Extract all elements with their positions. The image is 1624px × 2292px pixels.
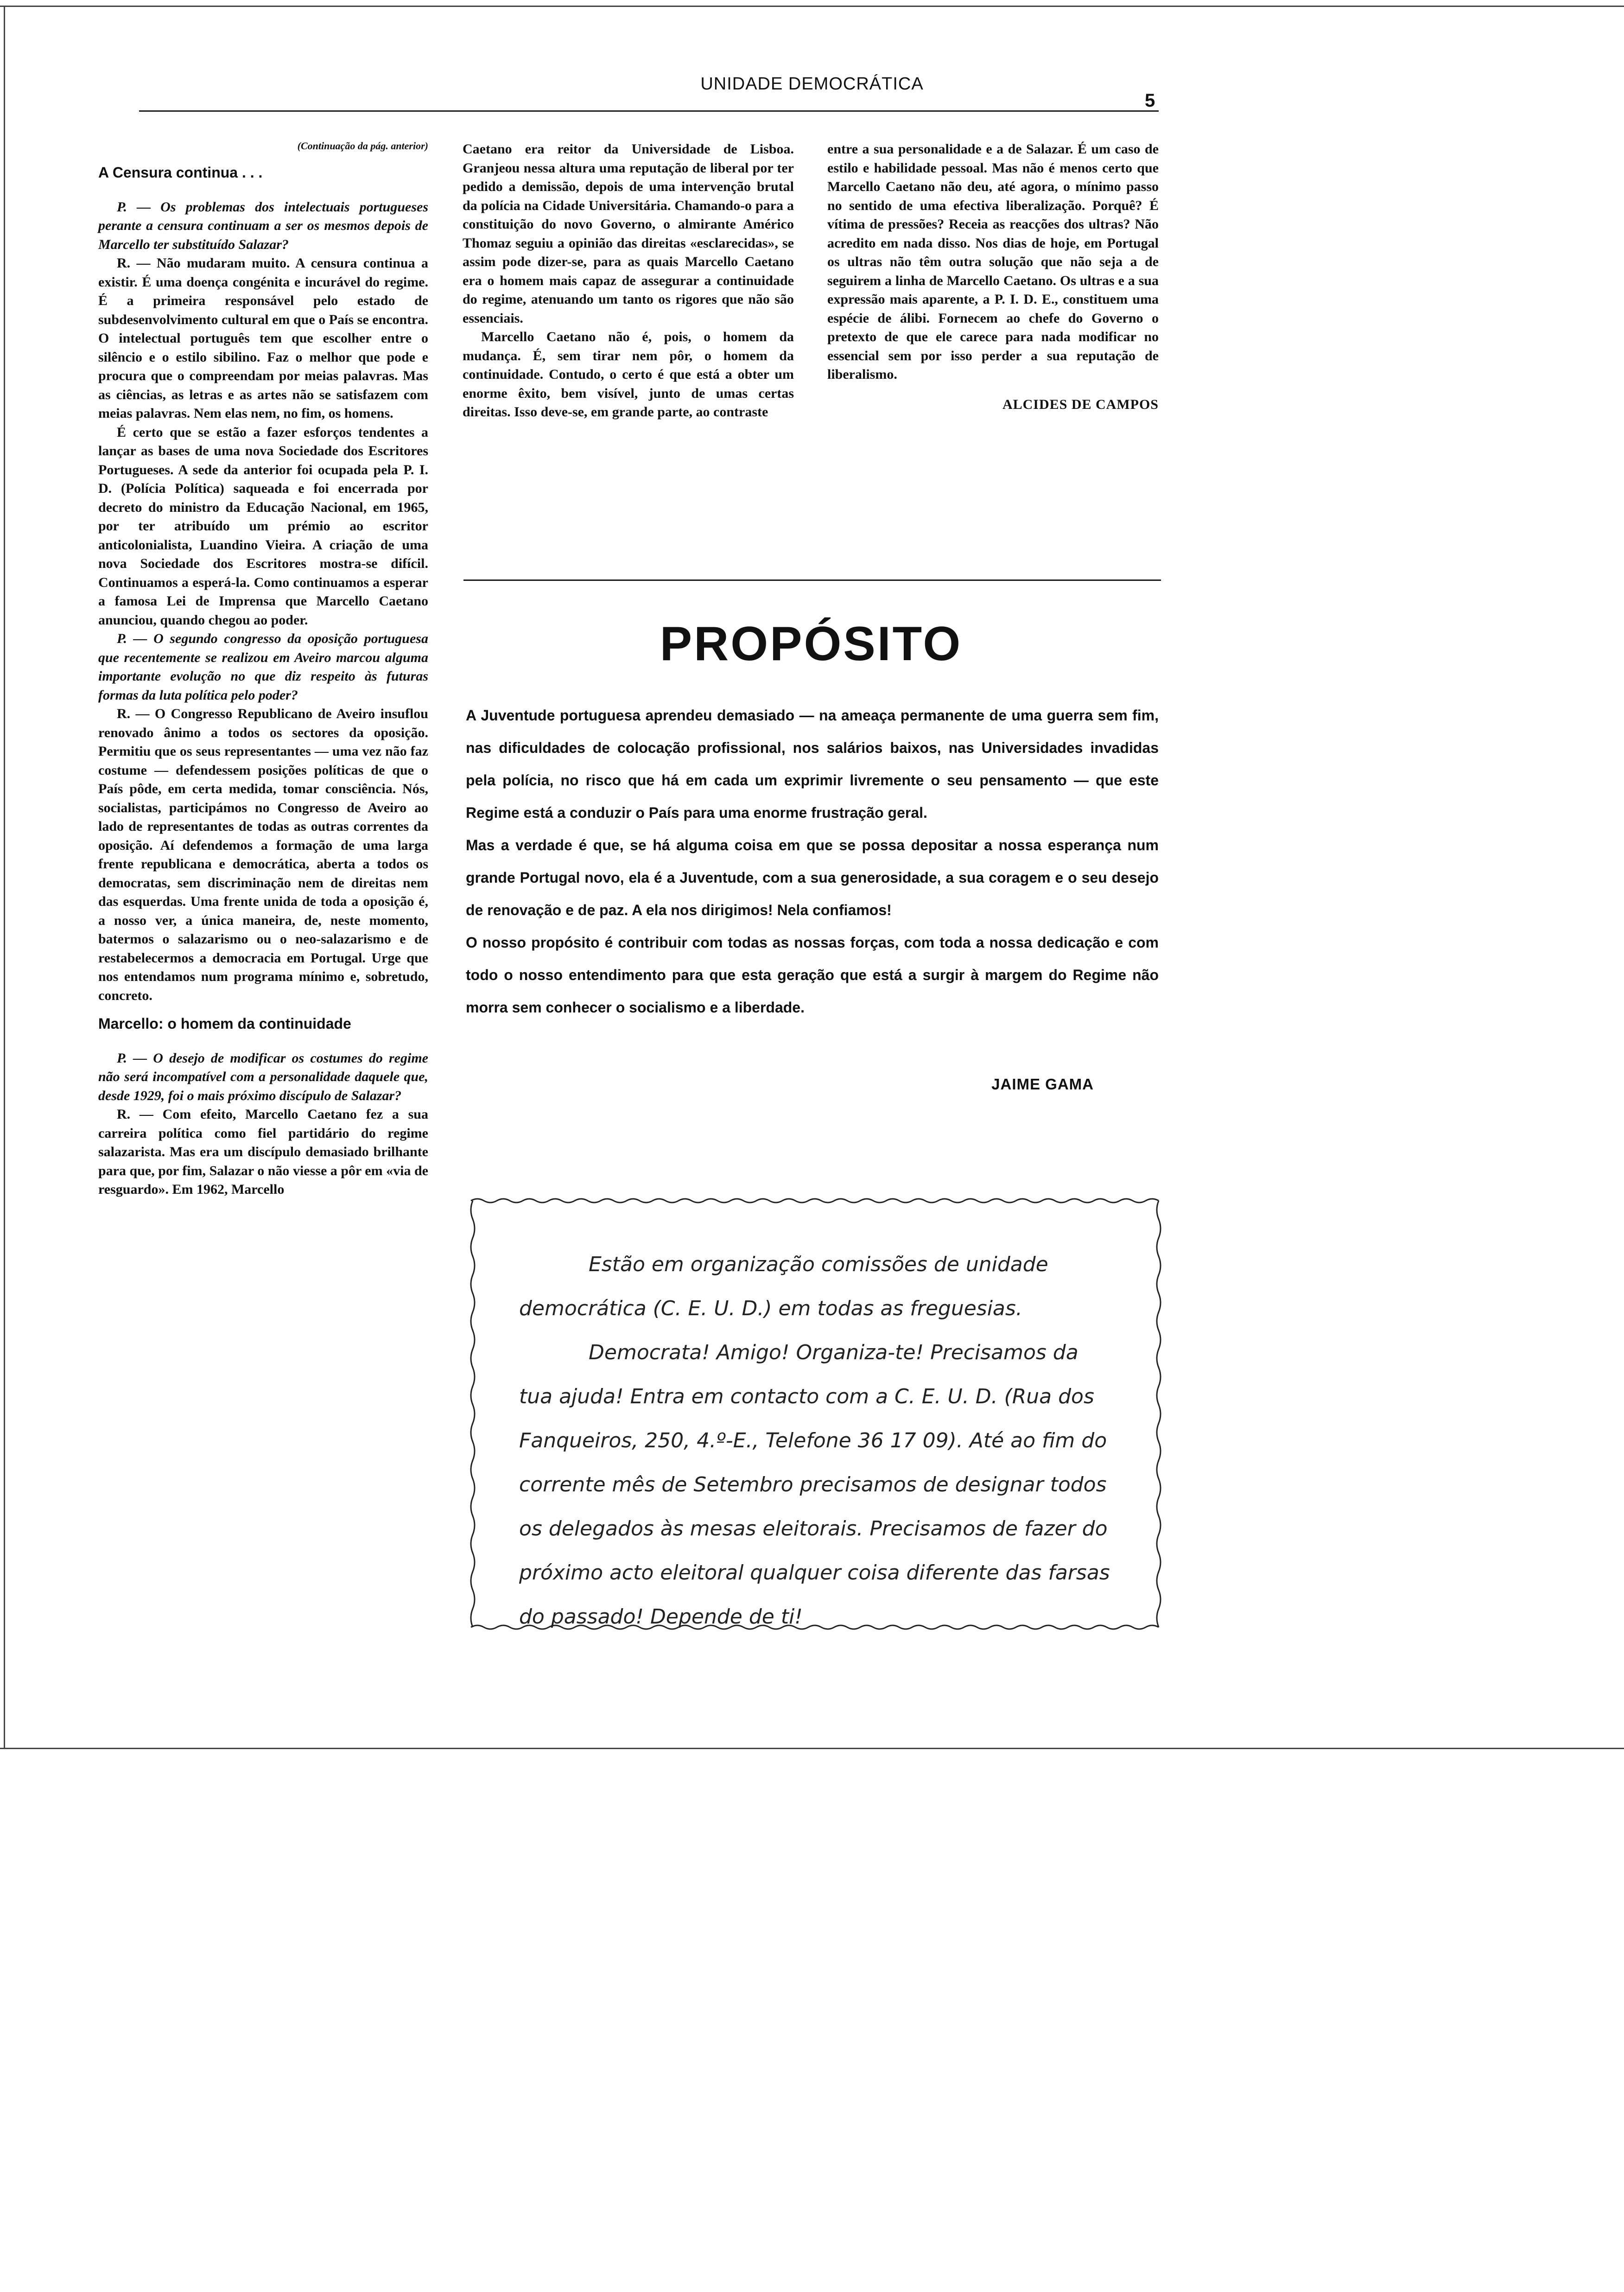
- notice-box-text: [519, 1242, 1117, 1639]
- bottom-edge-line: [0, 1748, 1624, 1749]
- paragraph: Marcello Caetano não é, pois, o homem da mudança. É, sem tirar nem pôr, o homem da continuidade. Contudo, o certo é que está a obter um enorme êxito, bem visível, junto de umas certas direitas. Isso deve-se, em grande parte, ao contraste: [463, 329, 794, 420]
- section-title: PROPÓSITO: [660, 617, 963, 671]
- paragraph: P. — O segundo congresso da oposição portuguesa que recentemente se realizou em Aveiro marcou alguma importante evolução no que diz respeito às futuras formas da luta política pelo poder?: [98, 631, 428, 703]
- author-signature: ALCIDES DE CAMPOS: [1002, 396, 1159, 412]
- paragraph: Democrata! Amigo! Organiza-te! Precisamos da tua ajuda! Entra em contacto com a C. E. U. D. (Rua dos Fanqueiros, 250, 4.º-E., Telefone 36 17 09). Até ao fim do corrente mês de Setembro precisamos de designar todos os delegados às mesas eleitorais. Precisamos de fazer do próximo acto eleitoral qualquer coisa diferente das farsas do passado! Depende de ti!: [519, 1341, 1110, 1629]
- paragraph: É certo que se estão a fazer esforços tendentes a lançar as bases de uma nova Sociedade dos Escritores Portugueses. A sede da anterior foi ocupada pela P. I. D. (Polícia Política) saqueada e foi encerrada por decreto do ministro da Educação Nacional, em 1965, por ter atribuído um prémio ao escritor anticolonialista, Luandino Vieira. A criação de uma nova Sociedade dos Escritores mostra-se difícil. Continuamos a esperá-la. Como continuamos a esperar a famosa Lei de Imprensa que Marcello Caetano anunciou, quando chegou ao poder.: [98, 424, 428, 628]
- paragraph: Estão em organização comissões de unidade democrática (C. E. U. D.) em todas as freguesias.: [519, 1253, 1048, 1320]
- column-2: [463, 140, 794, 422]
- box-right-border: [1157, 1201, 1161, 1627]
- column-1: [98, 139, 428, 1199]
- paragraph: R. — O Congresso Republicano de Aveiro insuflou renovado ânimo a todos os sectores da oposição. Permitiu que os seus representantes — uma vez não faz costume — defendessem posições políticas de que o País pôde, em certa medida, tomar consciência. Nós, socialistas, participámos no Congresso de Aveiro ao lado de representantes de todas as outras correntes da oposição. Aí defendemos a formação de uma larga frente republicana e democrática, aberta a todos os democratas, sem discriminação nem de direitas nem das esquerdas. Uma frente unida de toda a oposição é, a nosso ver, a única maneira, de, neste momento, batermos o salazarismo ou o neo-salazarismo e de restabelecermos a democracia em Portugal. Urge que nos entendamos num programa mínimo e, sobretudo, concreto.: [98, 706, 428, 1003]
- author-signature: JAIME GAMA: [991, 1076, 1094, 1093]
- article-heading: A Censura continua . . .: [98, 164, 263, 181]
- left-edge-line: [4, 6, 5, 1749]
- masthead-rule: [139, 110, 1159, 112]
- proposito-body: [466, 699, 1159, 1024]
- paragraph: R. — Com efeito, Marcello Caetano fez a sua carreira política como fiel partidário do regime salazarista. Mas era um discípulo demasiado brilhante para que, por fim, Salazar o não viesse a pôr em «via de resguardo». Em 1962, Marcello: [98, 1107, 428, 1197]
- top-edge-line: [0, 6, 1624, 7]
- paragraph: A Juventude portuguesa aprendeu demasiado — na ameaça permanente de uma guerra sem fim, nas dificuldades de colocação profissional, nos salários baixos, nas Universidades invadidas pela polícia, no risco que há em cada um exprimir livremente o seu pensamento — que este Regime está a conduzir o País para uma enorme frustração geral.: [466, 707, 1159, 821]
- section-divider: [463, 579, 1161, 581]
- paragraph: P. — Os problemas dos intelectuais portugueses perante a censura continuam a ser os mesmos depois de Marcello ter substituído Salazar?: [98, 199, 428, 252]
- column-3: [827, 140, 1159, 414]
- continuation-note: (Continuação da pág. anterior): [297, 140, 428, 152]
- box-top-border: [471, 1199, 1159, 1203]
- paragraph: P. — O desejo de modificar os costumes do regime não será incompatível com a personalidade daquele que, desde 1929, foi o mais próximo discípulo de Salazar?: [98, 1050, 428, 1103]
- paragraph: entre a sua personalidade e a de Salazar. É um caso de estilo e habilidade pessoal. Mas não é menos certo que Marcello Caetano não deu, até agora, o mínimo passo no sentido de uma efectiva liberalização. Porquê? É vítima de pressões? Receia as reacções dos ultras? Não acredito em nada disso. Nos dias de hoje, em Portugal os ultras não têm outra solução que não seja a de seguirem a linha de Marcello Caetano. Os ultras e a sua expressão mais aparente, a P. I. D. E., constituem uma espécie de álibi. Fornecem ao chefe do Governo o pretexto de que ele carece para nada modificar no essencial sem por isso perder a sua reputação de liberalismo.: [827, 141, 1159, 382]
- page-number: 5: [1145, 90, 1155, 111]
- paragraph: Caetano era reitor da Universidade de Lisboa. Granjeou nessa altura uma reputação de liberal por ter pedido a demissão, depois de uma intervenção brutal da polícia na Cidade Universitária. Chamando-o para a constituição do novo Governo, o almirante Américo Thomaz seguiu a opinião das direitas «esclarecidas», se assim pode dizer-se, para as quais Marcello Caetano era o homem mais capaz de assegurar a continuidade do regime, atenuando um tanto os rigores que não são essenciais.: [463, 141, 794, 326]
- paragraph: R. — Não mudaram muito. A censura continua a existir. É uma doença congénita e incurável do regime. É a primeira responsável pelo estado de subdesenvolvimento cultural em que o País se encontra. O intelectual português tem que escolher entre o silêncio e o estilo sibilino. Faz o melhor que pode e procura que o compreendam por meias palavras. Mas as ciências, as letras e as artes não se satisfazem com meias palavras. Nem elas nem, no fim, os homens.: [98, 255, 428, 421]
- masthead-title: UNIDADE DEMOCRÁTICA: [700, 74, 924, 94]
- box-left-border: [471, 1201, 475, 1627]
- article-subheading: Marcello: o homem da continuidade: [98, 1015, 351, 1032]
- paragraph: O nosso propósito é contribuir com todas as nossas forças, com toda a nossa dedicação e com todo o nosso entendimento para que esta geração que está a surgir à margem do Regime não morra sem conhecer o socialismo e a liberdade.: [466, 934, 1159, 1016]
- paragraph: Mas a verdade é que, se há alguma coisa em que se possa depositar a nossa esperança num grande Portugal novo, ela é a Juventude, com a sua generosidade, a sua coragem e o seu desejo de renovação e de paz. A ela nos dirigimos! Nela confiamos!: [466, 837, 1159, 918]
